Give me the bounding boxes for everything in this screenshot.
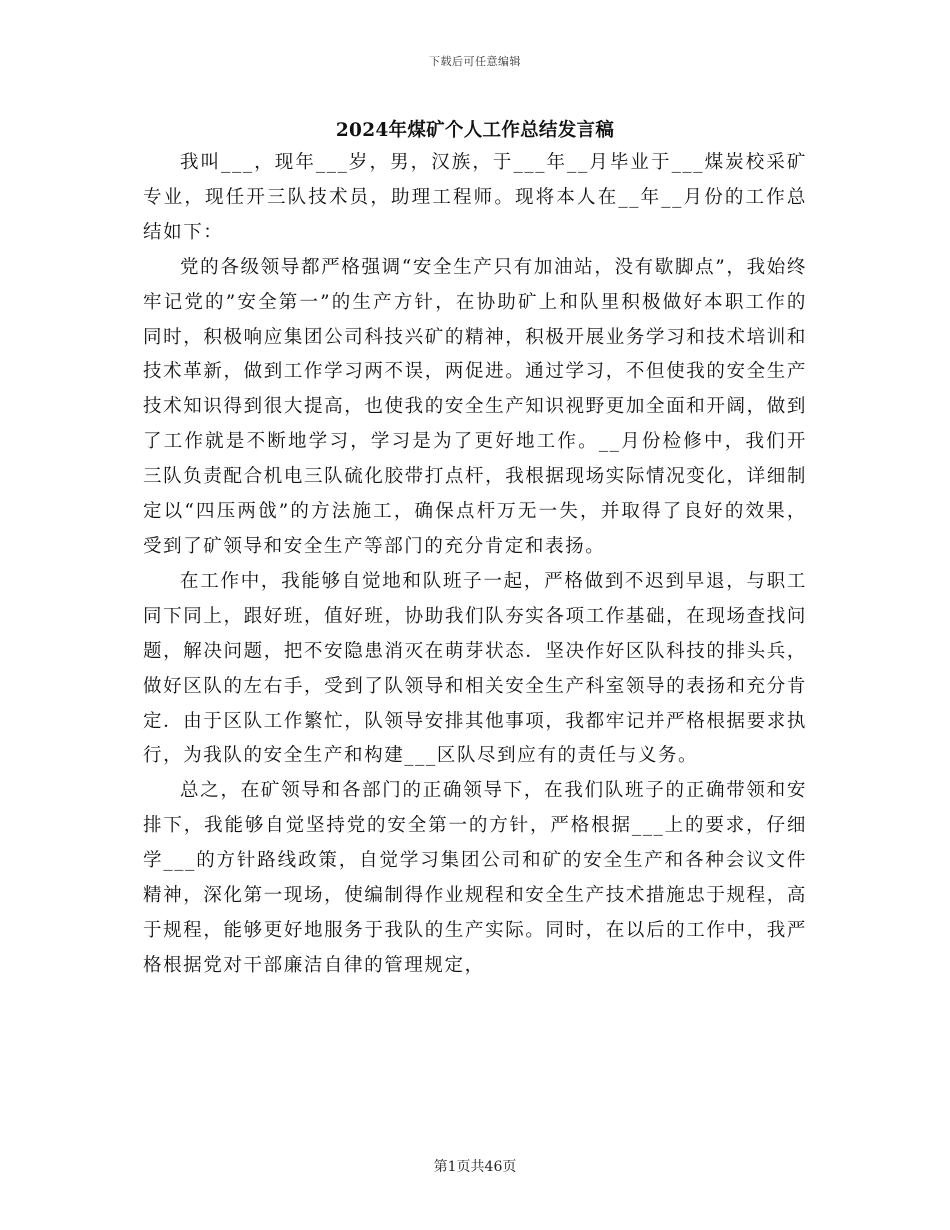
body-paragraph-3: 在工作中，我能够自觉地和队班子一起，严格做到不迟到早退，与职工同下同上，跟好班，值好班，协助我们队夯实各项工作基础，在现场查找问题，解决问题，把不安隐患消灭在萌芽状态．坚决作好区队科技的排头兵，做好区队的左右手，受到了队领导和相关安全生产科室领导的表扬和充分肯定．由于区队工作繁忙，队领导安排其他事项，我都牢记并严格根据要求执行，为我队的安全生产和构建___区队尽到应有的责任与义务。 [143,570,807,767]
body-paragraph-2: 党的各级领导都严格强调“安全生产只有加油站，没有歇脚点”，我始终牢记党的”安全第一”的生产方针，在协助矿上和队里积极做好本职工作的同时，积极响应集团公司科技兴矿的精神，积极开展业务学习和技术培训和技术革新，做到工作学习两不误，两促进。通过学习，不但使我的安全生产技术知识得到很大提高，也使我的安全生产知识视野更加全面和开阔，做到了工作就是不断地学习，学习是为了更好地工作。__月份检修中，我们开三队负责配合机电三队硫化胶带打点杆，我根据现场实际情况变化，详细制定以“四压两戗”的方法施工，确保点杆万无一失，并取得了良好的效果，受到了矿领导和安全生产等部门的充分肯定和表扬。 [143,256,807,557]
body-paragraph-4: 总之，在矿领导和各部门的正确领导下，在我们队班子的正确带领和安排下，我能够自觉坚持党的安全第一的方针，严格根据___上的要求，仔细学___的方针路线政策，自觉学习集团公司和矿的安全生产和各种会议文件精神，深化第一现场，使编制得作业规程和安全生产技术措施忠于规程，高于规程，能够更好地服务于我队的生产实际。同时，在以后的工作中，我严格根据党对干部廉洁自律的管理规定， [143,780,807,976]
header-note: 下载后可任意编辑 [429,55,521,68]
document-title: 2024年煤矿个人工作总结发言稿 [335,120,615,141]
page-number-footer: 第1页共46页 [433,1159,517,1175]
body-paragraph-1: 我叫___，现年___岁，男，汉族，于___年__月毕业于___煤炭校采矿专业，现任开三队技术员，助理工程师。现将本人在__年__月份的工作总结如下： [143,152,807,243]
document-body [143,146,807,984]
